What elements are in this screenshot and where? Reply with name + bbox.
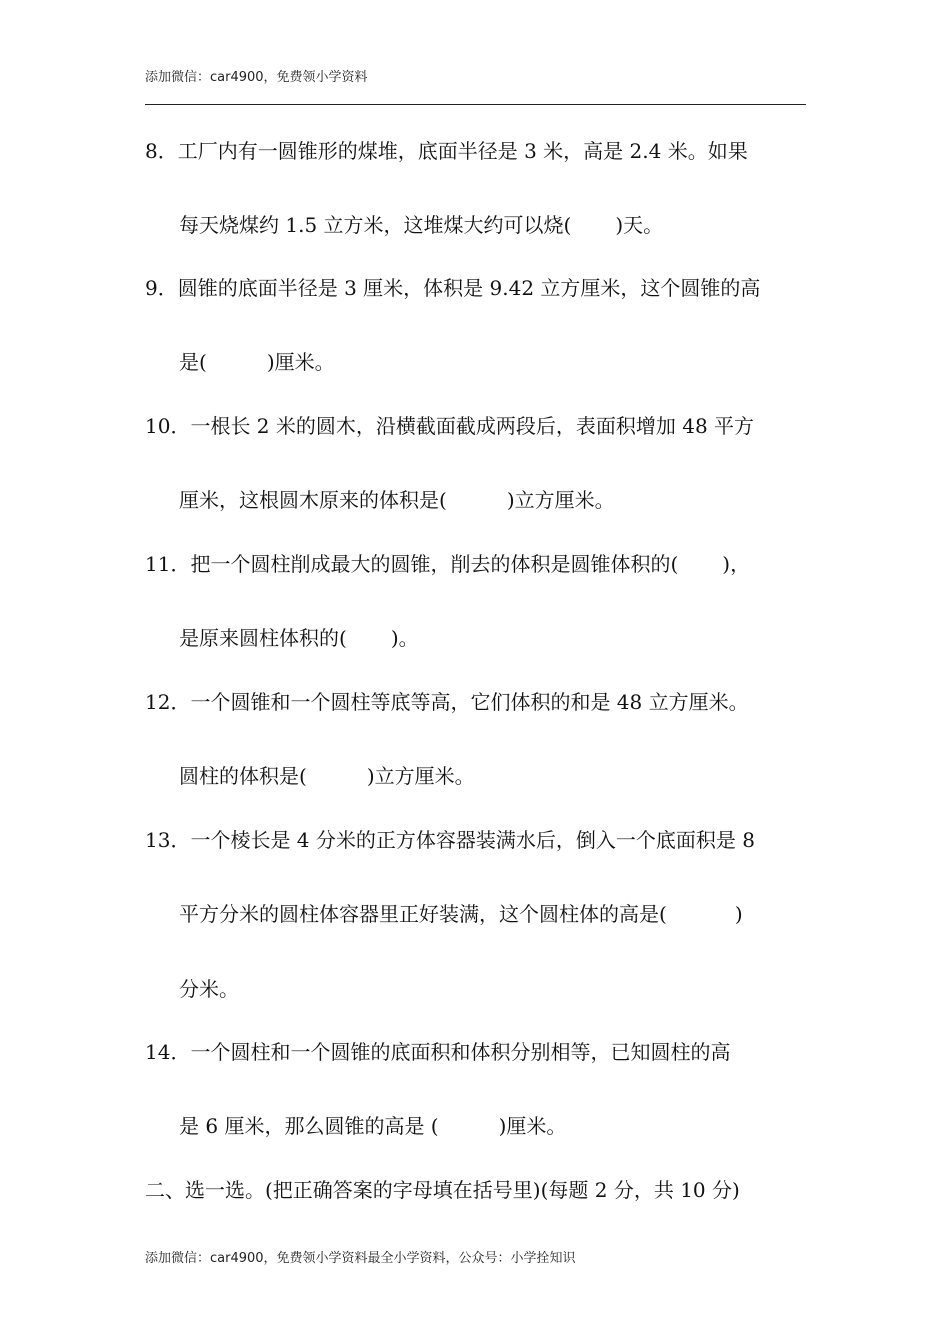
question-8-line-1 [145,137,748,165]
question-text: 工厂内有一圆锥形的煤堆，底面半径是 3 米，高是 2.4 米。如果 [177,139,748,163]
question-number: 14． [145,1040,191,1064]
question-14-line-2 [179,1112,566,1140]
question-11-line-1 [145,550,750,578]
question-text: )立方厘米。 [506,488,615,512]
header-divider [145,104,806,105]
question-text: 把一个圆柱削成最大的圆锥，削去的体积是圆锥体积的( [190,552,679,576]
question-number: 11． [145,552,191,576]
question-text: )， [722,552,751,576]
question-text: )天。 [615,213,664,237]
question-10-line-2 [179,486,615,514]
question-number: 12． [145,690,191,714]
question-text: 是 6 厘米，那么圆锥的高是 ( [179,1114,439,1138]
question-text: 每天烧煤约 1.5 立方米，这堆煤大约可以烧( [179,213,572,237]
question-12-line-1 [145,688,749,716]
header-note: 添加微信：car4900，免费领小学资料 [145,70,368,85]
question-text: )立方厘米。 [366,764,475,788]
question-text: 圆锥的底面半径是 3 厘米，体积是 9.42 立方厘米，这个圆锥的高 [177,276,761,300]
question-text: 圆柱的体积是( [179,764,307,788]
question-text: 是原来圆柱体积的( [179,626,347,650]
question-13-line-1 [145,826,755,854]
question-9-line-1 [145,274,760,302]
question-10-line-1 [145,412,754,440]
section-title: 二、选一选。(把正确答案的字母填在括号里)(每题 2 分，共 10 分) [145,1178,740,1202]
question-text: 一个棱长是 4 分米的正方体容器装满水后，倒入一个底面积是 8 [190,828,755,852]
question-11-line-2 [179,624,419,652]
question-text: ) [734,902,743,926]
question-text: 一根长 2 米的圆木，沿横截面截成两段后，表面积增加 48 平方 [190,414,755,438]
question-9-line-2 [179,348,335,376]
question-text: 平方分米的圆柱体容器里正好装满，这个圆柱体的高是( [179,902,667,926]
question-number: 10． [145,414,191,438]
question-text: 厘米，这根圆木原来的体积是( [179,488,447,512]
footer-note: 添加微信：car4900，免费领小学资料最全小学资料，公众号：小学拴知识 [145,1251,576,1266]
question-text: 一个圆柱和一个圆锥的底面积和体积分别相等，已知圆柱的高 [190,1040,731,1064]
question-13-line-3 [179,975,239,1003]
question-number: 8． [145,139,178,163]
question-text: )。 [390,626,419,650]
question-number: 13． [145,828,191,852]
question-number: 9． [145,276,178,300]
question-text: 一个圆锥和一个圆柱等底等高，它们体积的和是 48 立方厘米。 [190,690,749,714]
question-text: 是( [179,350,207,374]
question-text: )厘米。 [266,350,335,374]
question-text: )厘米。 [498,1114,567,1138]
question-14-line-1 [145,1038,730,1066]
question-8-line-2 [179,211,663,239]
question-12-line-2 [179,762,475,790]
question-13-line-2 [179,900,743,928]
question-text: 分米。 [179,977,239,1001]
